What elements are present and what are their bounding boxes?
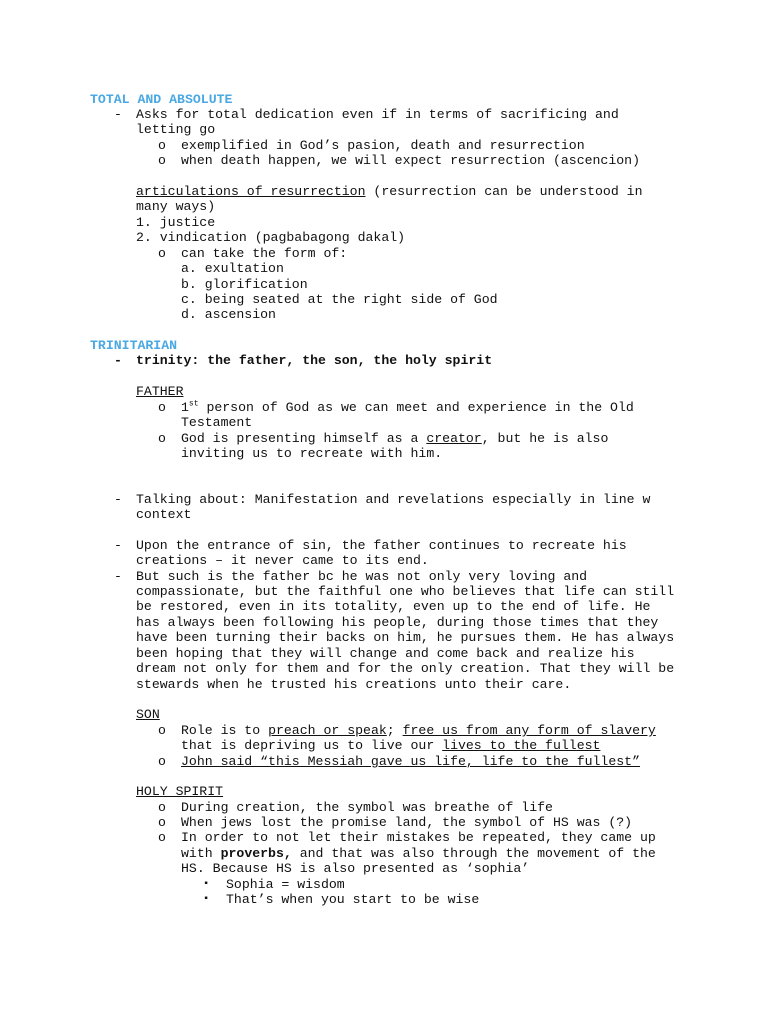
lettered-item: b. glorification bbox=[181, 277, 308, 292]
father-heading: FATHER bbox=[136, 384, 184, 399]
lives-fullest-underlined: lives to the fullest bbox=[442, 738, 601, 753]
sub-list-item: exemplified in God’s pasion, death and resurrection bbox=[181, 138, 585, 153]
circle-bullet: o bbox=[158, 138, 166, 153]
square-bullet: ▪ bbox=[203, 879, 210, 890]
list-item: Talking about: Manifestation and revelations especially in line w bbox=[136, 492, 651, 507]
sub-list-item-text: , but he is also bbox=[481, 431, 609, 446]
dash-bullet: - bbox=[114, 353, 122, 368]
articulations-underlined: articulations of resurrection bbox=[136, 184, 366, 199]
numbered-item: 1. justice bbox=[136, 215, 216, 230]
preach-underlined: preach or speak bbox=[268, 723, 387, 738]
free-us-underlined: free us from any form of slavery bbox=[402, 723, 656, 738]
circle-bullet: o bbox=[158, 815, 166, 830]
creator-underlined: creator bbox=[426, 431, 482, 446]
sub-list-item-text: God is presenting himself as a bbox=[181, 431, 427, 446]
circle-bullet: o bbox=[158, 723, 166, 738]
list-item-continuation: letting go bbox=[136, 122, 216, 137]
paragraph-line: be restored, even in its totality, even up to the end of life. He bbox=[136, 599, 651, 614]
sub-list-item-continuation bbox=[181, 738, 600, 753]
sub-sub-list-item: That’s when you start to be wise bbox=[226, 892, 480, 907]
sub-list-item-text: Role is to bbox=[181, 723, 269, 738]
paragraph-line: compassionate, but the faithful one who believes that life can still bbox=[136, 584, 675, 599]
numbered-item: 2. vindication (pagbabagong dakal) bbox=[136, 230, 406, 245]
circle-bullet: o bbox=[158, 153, 166, 168]
circle-bullet: o bbox=[158, 246, 166, 261]
holy-spirit-heading: HOLY SPIRIT bbox=[136, 784, 224, 799]
lettered-item: c. being seated at the right side of God bbox=[181, 292, 498, 307]
sub-list-item-continuation: Testament bbox=[181, 415, 253, 430]
lettered-item: a. exultation bbox=[181, 261, 284, 276]
list-item-continuation: context bbox=[136, 507, 192, 522]
sub-list-item-text: that is depriving us to live our bbox=[181, 738, 443, 753]
sub-list-item-continuation bbox=[181, 846, 656, 861]
sub-list-item: when death happen, we will expect resurrection (ascencion) bbox=[181, 153, 640, 168]
list-item-continuation: creations – it never came to its end. bbox=[136, 553, 429, 568]
ordinal-suffix: st bbox=[188, 399, 199, 409]
dash-bullet: - bbox=[114, 492, 122, 507]
list-item: Upon the entrance of sin, the father continues to recreate his bbox=[136, 538, 627, 553]
sub-sub-list-item: Sophia = wisdom bbox=[226, 877, 345, 892]
sub-list-item: can take the form of: bbox=[181, 246, 348, 261]
paragraph-line: has always been following his people, during those times that they bbox=[136, 615, 659, 630]
paragraph-line: stewards when he trusted his creations unto their care. bbox=[136, 677, 572, 692]
sub-list-item: When jews lost the promise land, the symbol of HS was (?) bbox=[181, 815, 633, 830]
sub-list-item-text: ; bbox=[386, 723, 403, 738]
section-heading-trinitarian: TRINITARIAN bbox=[90, 338, 178, 353]
ordinal-number: 1 bbox=[181, 400, 189, 415]
articulations-continuation: many ways) bbox=[136, 199, 216, 214]
lettered-item: d. ascension bbox=[181, 307, 276, 322]
section-heading-total-absolute: TOTAL AND ABSOLUTE bbox=[90, 92, 233, 107]
dash-bullet: - bbox=[114, 107, 122, 122]
sub-list-item: During creation, the symbol was breathe of life bbox=[181, 800, 553, 815]
sub-list-item-continuation: HS. Because HS is also presented as ‘sophia’ bbox=[181, 861, 530, 876]
sub-list-item-text: person of God as we can meet and experience in the Old bbox=[198, 400, 634, 415]
paragraph-line: have been turning their backs on him, he pursues them. He has always bbox=[136, 630, 675, 645]
trinity-item: trinity: the father, the son, the holy spirit bbox=[136, 353, 493, 368]
son-heading: SON bbox=[136, 707, 160, 722]
dash-bullet: - bbox=[114, 538, 122, 553]
circle-bullet: o bbox=[158, 800, 166, 815]
circle-bullet: o bbox=[158, 431, 166, 446]
square-bullet: ▪ bbox=[203, 894, 210, 905]
paragraph-line: dream not only for them and for the only creation. That they will be bbox=[136, 661, 675, 676]
sub-list-item-text: and that was also through the movement of the bbox=[291, 846, 656, 861]
sub-list-item bbox=[181, 400, 634, 415]
dash-bullet: - bbox=[114, 569, 122, 584]
sub-list-item bbox=[181, 431, 608, 446]
sub-list-item-text: with bbox=[181, 846, 221, 861]
john-quote-underlined: John said “this Messiah gave us life, life to the fullest” bbox=[181, 754, 640, 769]
sub-list-item bbox=[181, 723, 656, 738]
paragraph-line: But such is the father bc he was not only very loving and bbox=[136, 569, 588, 584]
paragraph-line: been hoping that they will change and come back and realize his bbox=[136, 646, 635, 661]
sub-list-item-continuation: inviting us to recreate with him. bbox=[181, 446, 443, 461]
circle-bullet: o bbox=[158, 400, 166, 415]
circle-bullet: o bbox=[158, 830, 166, 845]
sub-list-item: In order to not let their mistakes be repeated, they came up bbox=[181, 830, 656, 845]
list-item: Asks for total dedication even if in terms of sacrificing and bbox=[136, 107, 619, 122]
articulations-line bbox=[136, 184, 642, 199]
proverbs-bold: proverbs, bbox=[220, 846, 292, 861]
circle-bullet: o bbox=[158, 754, 166, 769]
articulations-rest: (resurrection can be understood in bbox=[365, 184, 643, 199]
